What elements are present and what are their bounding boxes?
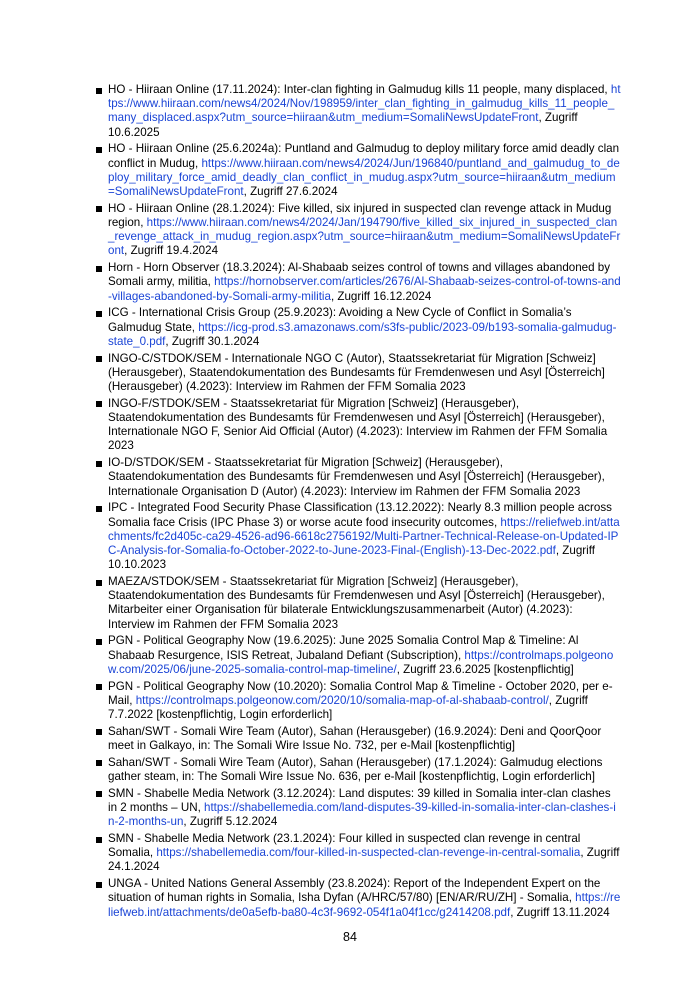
reference-text: IPC - Integrated Food Security Phase Classification (13.12.2022): Nearly 8.3 million people across Somalia face Crisis (IPC Phase 3) or worse acute food insecurity outcomes, bbox=[108, 501, 612, 529]
reference-text: INGO-F/STDOK/SEM - Staatssekretariat für Migration [Schweiz] (Herausgeber), Staatendokumentation des Bundesamts für Fremdenwesen und Asyl [Österreich] (Herausgeber), Internationale NGO F, Senior Aid Official (Autor) (4.2023): Interview im Rahmen der FFM Somalia 2023 bbox=[108, 396, 608, 453]
reference-text: HO - Hiiraan Online (28.1.2024): Five killed, six injured in suspected clan revenge attack in Mudug region, bbox=[108, 201, 612, 230]
square-bullet-icon bbox=[96, 684, 102, 690]
reference-access-date: , Zugriff 24.1.2024 bbox=[108, 846, 620, 874]
reference-item bbox=[95, 352, 622, 395]
square-bullet-icon bbox=[96, 147, 102, 153]
reference-link[interactable]: https://hornobserver.com/articles/2676/Al-Shabaab-seizes-control-of-towns-and-villages-abandoned-by-Somali-army-militia bbox=[108, 275, 621, 303]
reference-item bbox=[95, 787, 622, 830]
reference-item bbox=[95, 306, 622, 349]
reference-text: INGO-C/STDOK/SEM - Internationale NGO C (Autor), Staatssekretariat für Migration [Schweiz] (Herausgeber), Staatendokumentation des Bundesamts für Fremdenwesen und Asyl [Österreich] (Herausgeber) (4.2023): Interview im Rahmen der FFM Somalia 2023 bbox=[108, 351, 605, 394]
square-bullet-icon bbox=[96, 266, 102, 272]
square-bullet-icon bbox=[96, 206, 102, 212]
square-bullet-icon bbox=[96, 791, 102, 797]
reference-item bbox=[95, 634, 622, 677]
reference-link[interactable]: https://shabellemedia.com/four-killed-in-suspected-clan-revenge-in-central-somalia bbox=[156, 846, 581, 860]
reference-item bbox=[95, 832, 622, 875]
reference-item bbox=[95, 142, 622, 199]
reference-access-date: , Zugriff 10.10.2023 bbox=[108, 544, 595, 572]
reference-item bbox=[95, 83, 622, 140]
reference-text: Sahan/SWT - Somali Wire Team (Autor), Sahan (Herausgeber) (17.1.2024): Galmudug elections gather steam, in: The Somali Wire Issue No. 636, per e-Mail [kostenpflichtig, Login erforderlich] bbox=[108, 755, 603, 784]
square-bullet-icon bbox=[96, 760, 102, 766]
reference-link[interactable]: https://controlmaps.polgeonow.com/2020/10/somalia-map-of-al-shabaab-control/ bbox=[135, 693, 549, 707]
reference-access-date: , Zugriff 27.6.2024 bbox=[243, 185, 338, 199]
reference-link[interactable]: https://controlmaps.polgeonow.com/2025/06/june-2025-somalia-control-map-timeline/ bbox=[108, 648, 614, 676]
reference-link[interactable]: https://reliefweb.int/attachments/fc2d405c-ca29-4526-ad96-6618c2756192/Multi-Partner-Technical-Release-on-Updated-IPC-Analysis-for-Somalia-fo-October-2022-to-June-2023-Final-(English)-13-Dec-2022.pdf bbox=[108, 515, 620, 558]
reference-list bbox=[95, 83, 622, 922]
reference-link[interactable]: https://www.hiiraan.com/news4/2024/Jun/196840/puntland_and_galmudug_to_deploy_military_force_amid_deadly_clan_conflict_in_mudug.aspx?utm_source=hiiraan&utm_medium=SomaliNewsUpdateFront bbox=[108, 156, 620, 199]
reference-text: HO - Hiiraan Online (25.6.2024a): Puntland and Galmudug to deploy military force amid deadly clan conflict in Mudug, bbox=[108, 142, 620, 170]
reference-link[interactable]: https://www.hiiraan.com/news4/2024/Nov/198959/inter_clan_fighting_in_galmudug_kills_11_people_many_displaced.aspx?utm_source=hiiraan&utm_medium=SomaliNewsUpdateFront bbox=[108, 83, 621, 125]
reference-item bbox=[95, 397, 622, 454]
reference-text: SMN - Shabelle Media Network (3.12.2024): Land disputes: 39 killed in Somalia inter-clan clashes in 2 months – UN, bbox=[108, 786, 611, 815]
reference-access-date: , Zugriff 23.6.2025 [kostenpflichtig] bbox=[396, 662, 574, 676]
reference-text: Sahan/SWT - Somali Wire Team (Autor), Sahan (Herausgeber) (16.9.2024): Deni and QoorQoor meet in Galkayo, in: The Somali Wire Issue No. 732, per e-Mail [kostenpflichtig] bbox=[108, 724, 602, 753]
reference-access-date: , Zugriff 7.7.2022 [kostenpflichtig, Login erforderlich] bbox=[108, 693, 588, 722]
reference-item bbox=[95, 202, 622, 259]
square-bullet-icon bbox=[96, 461, 102, 467]
reference-item bbox=[95, 680, 622, 723]
reference-text: Horn - Horn Observer (18.3.2024): Al-Shabaab seizes control of towns and villages abandoned by Somali army, militia, bbox=[108, 261, 611, 289]
reference-text: ICG - International Crisis Group (25.9.2023): Avoiding a New Cycle of Conflict in Somalia’s Galmudug State, bbox=[108, 306, 572, 334]
reference-item bbox=[95, 456, 622, 499]
square-bullet-icon bbox=[96, 88, 102, 94]
reference-access-date: , Zugriff 19.4.2024 bbox=[124, 244, 219, 258]
reference-item bbox=[95, 575, 622, 632]
square-bullet-icon bbox=[96, 506, 102, 512]
reference-link[interactable]: https://reliefweb.int/attachments/de0a5efb-ba80-4c3f-9692-054f1a04f1cc/g2414208.pdf bbox=[108, 891, 621, 919]
reference-access-date: , Zugriff 13.11.2024 bbox=[510, 905, 610, 919]
reference-text: PGN - Political Geography Now (19.6.2025): June 2025 Somalia Control Map & Timeline: Al Shabaab Resurgence, ISIS Retreat, Jubaland Defiant (Subscription), bbox=[108, 634, 579, 662]
reference-item bbox=[95, 501, 622, 572]
reference-link[interactable]: https://www.hiiraan.com/news4/2024/Jan/194790/five_killed_six_injured_in_suspected_clan_revenge_attack_in_mudug_region.aspx?utm_source=hiiraan&utm_medium=SomaliNewsUpdateFront bbox=[108, 216, 621, 258]
reference-text: IO-D/STDOK/SEM - Staatssekretariat für Migration [Schweiz] (Herausgeber), Staatendokumentation des Bundesamts für Fremdenwesen und Asyl [Österreich] (Herausgeber), Internationale Organisation D (Autor) (4.2023): Interview im Rahmen der FFM Somalia 2023 bbox=[108, 456, 605, 498]
reference-text: MAEZA/STDOK/SEM - Staatssekretariat für Migration [Schweiz] (Herausgeber), Staatendokumentation des Bundesamts für Fremdenwesen und Asyl [Österreich] (Herausgeber), Mitarbeiter einer Organisation für bilaterale Entwicklungszusammenarbeit (Autor) (4.2023): Interview im Rahmen der FFM Somalia 2023 bbox=[108, 575, 605, 631]
reference-link[interactable]: https://icg-prod.s3.amazonaws.com/s3fs-public/2023-09/b193-somalia-galmudug-state_0.pdf bbox=[108, 320, 617, 348]
square-bullet-icon bbox=[96, 356, 102, 362]
reference-item bbox=[95, 261, 622, 304]
page-number: 84 bbox=[343, 930, 357, 944]
square-bullet-icon bbox=[96, 837, 102, 843]
square-bullet-icon bbox=[96, 729, 102, 735]
reference-access-date: , Zugriff 5.12.2024 bbox=[183, 815, 278, 829]
square-bullet-icon bbox=[96, 882, 102, 888]
reference-access-date: , Zugriff 10.6.2025 bbox=[108, 111, 578, 139]
reference-item bbox=[95, 877, 622, 920]
reference-item bbox=[95, 756, 622, 784]
square-bullet-icon bbox=[96, 311, 102, 317]
reference-text: UNGA - United Nations General Assembly (23.8.2024): Report of the Independent Expert on the situation of human rights in Somalia, Isha Dyfan (A/HRC/57/80) [EN/AR/RU/ZH] - Somalia, bbox=[108, 877, 601, 905]
reference-text: HO - Hiiraan Online (17.11.2024): Inter-clan fighting in Galmudug kills 11 people, many displaced, bbox=[108, 83, 611, 96]
square-bullet-icon bbox=[96, 639, 102, 645]
reference-item bbox=[95, 725, 622, 753]
reference-text: SMN - Shabelle Media Network (23.1.2024): Four killed in suspected clan revenge in central Somalia, bbox=[108, 832, 581, 860]
reference-link[interactable]: https://shabellemedia.com/land-disputes-39-killed-in-somalia-inter-clan-clashes-in-2-months-un bbox=[108, 801, 616, 829]
reference-text: PGN - Political Geography Now (10.2020): Somalia Control Map & Timeline - October 2020, per e-Mail, bbox=[108, 679, 613, 707]
square-bullet-icon bbox=[96, 401, 102, 407]
reference-access-date: , Zugriff 30.1.2024 bbox=[165, 334, 260, 348]
reference-access-date: , Zugriff 16.12.2024 bbox=[330, 289, 432, 303]
square-bullet-icon bbox=[96, 580, 102, 586]
